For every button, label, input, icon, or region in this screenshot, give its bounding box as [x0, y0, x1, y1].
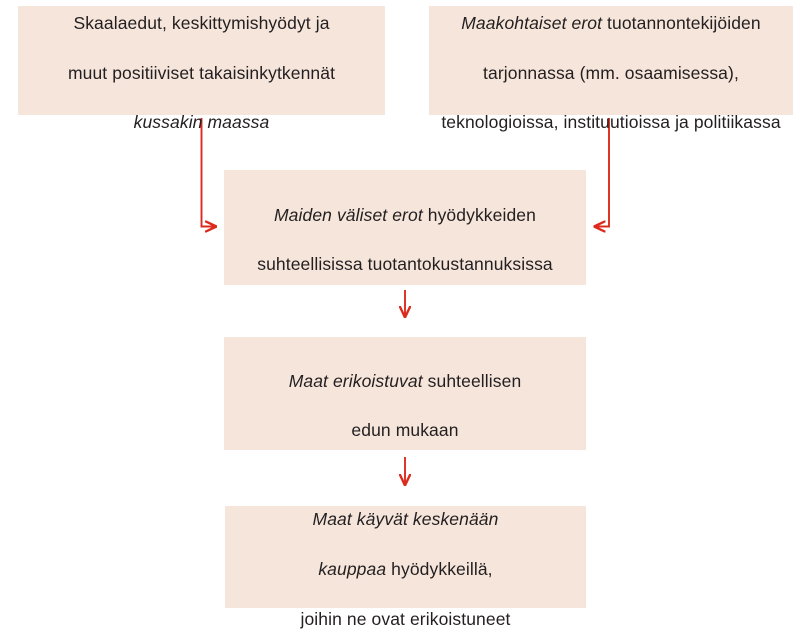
country-differences-node-label: Maakohtaiset erot tuotannontekijöiden tarjonnassa (mm. osaamisessa), teknologioissa, instituutioissa ja politiikassa — [441, 12, 781, 133]
specialisation-node-label: Maat erikoistuvat suhteellisen edun mukaan — [288, 370, 522, 441]
scale-effects-node-label: Skaalaedut, keskittymishyödyt ja muut positiiviset takaisinkytkennät kussakin maassa — [67, 12, 336, 133]
trade-node — [225, 506, 586, 629]
relative-production-costs-node — [224, 170, 586, 285]
trade-node-label: Maat käyvät keskenään kauppaa hyödykkeillä, joihin ne ovat erikoistuneet — [300, 509, 511, 629]
specialisation-node — [224, 337, 586, 450]
relative-production-costs-node-label: Maiden väliset erot hyödykkeiden suhteellisissa tuotantokustannuksissa — [257, 204, 553, 275]
country-differences-node — [429, 6, 793, 133]
scale-effects-node — [18, 6, 385, 133]
